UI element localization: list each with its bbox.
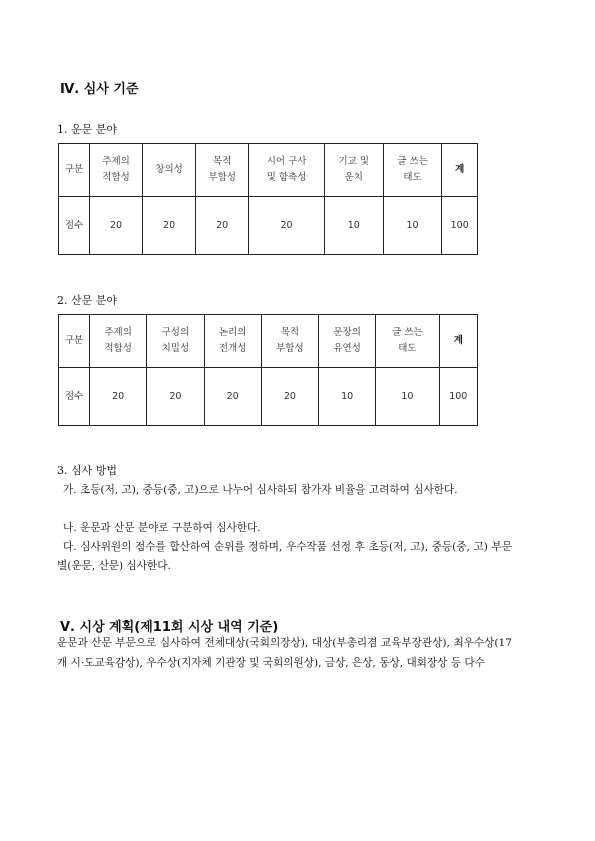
header-cell: 논리의 전개성 xyxy=(204,315,261,368)
header-cell-total: 계 xyxy=(439,315,477,368)
header-cell: 창의성 xyxy=(143,144,196,197)
score-cell: 20 xyxy=(204,368,261,426)
score-cell: 20 xyxy=(143,197,196,255)
row-label-cell: 점수 xyxy=(59,368,90,426)
method-item: 가. 초등(저, 고), 중등(중, 고)으로 나누어 심사하되 참가자 비율을 고려하여 심사한다. xyxy=(63,484,458,496)
section-title-judging-criteria: Ⅳ. 심사 기준 xyxy=(60,82,139,97)
section-title-award-plan: Ⅴ. 시상 계획(제11회 시상 내역 기준) xyxy=(60,620,279,635)
header-cell: 구분 xyxy=(59,144,90,197)
header-cell: 주제의 적합성 xyxy=(90,144,143,197)
header-cell-total: 계 xyxy=(442,144,478,197)
header-cell: 구분 xyxy=(59,315,90,368)
header-cell: 목적 부합성 xyxy=(261,315,318,368)
header-cell: 목적 부합성 xyxy=(196,144,249,197)
table-row xyxy=(59,368,478,426)
score-cell: 10 xyxy=(319,368,376,426)
subsection-prose-label: 2. 산문 분야 xyxy=(57,294,117,307)
header-cell: 시어 구사 및 함축성 xyxy=(249,144,325,197)
header-cell: 글 쓰는 태도 xyxy=(383,144,442,197)
score-cell: 10 xyxy=(376,368,439,426)
header-cell: 글 쓰는 태도 xyxy=(376,315,439,368)
score-cell: 20 xyxy=(90,368,147,426)
award-plan-body: 운문과 산문 부문으로 심사하여 전체대상(국회의장상), 대상(부총리겸 교육부장관상), 최우수상(17개 시·도교육감상), 우수상(지자체 기관장 및 국회의원상), 금상, 은상, 동상, 대회장상 등 다수 xyxy=(57,637,512,669)
table-row xyxy=(59,197,478,255)
score-cell: 20 xyxy=(90,197,143,255)
table-header-row xyxy=(59,144,478,197)
score-cell: 20 xyxy=(147,368,204,426)
score-cell: 10 xyxy=(383,197,442,255)
score-cell-total: 100 xyxy=(442,197,478,255)
score-cell: 20 xyxy=(261,368,318,426)
method-item: 다. 심사위원의 점수를 합산하여 순위를 정하며, 우수작품 선정 후 초등(저, 고), 중등(중, 고) 부문별(운문, 산문) 심사한다. xyxy=(57,541,512,572)
header-cell: 구성의 치밀성 xyxy=(147,315,204,368)
verse-score-table xyxy=(58,143,478,255)
subsection-verse-label: 1. 운문 분야 xyxy=(57,123,117,136)
subsection-method-label: 3. 심사 방법 xyxy=(57,464,117,477)
row-label-cell: 점수 xyxy=(59,197,90,255)
score-cell: 20 xyxy=(196,197,249,255)
header-cell: 기교 및 운치 xyxy=(324,144,383,197)
table-header-row xyxy=(59,315,478,368)
header-cell: 주제의 적합성 xyxy=(90,315,147,368)
prose-score-table xyxy=(58,314,478,426)
score-cell-total: 100 xyxy=(439,368,477,426)
header-cell: 문장의 유연성 xyxy=(319,315,376,368)
score-cell: 10 xyxy=(324,197,383,255)
score-cell: 20 xyxy=(249,197,325,255)
method-item: 나. 운문과 산문 분야로 구분하여 심사한다. xyxy=(63,522,261,534)
